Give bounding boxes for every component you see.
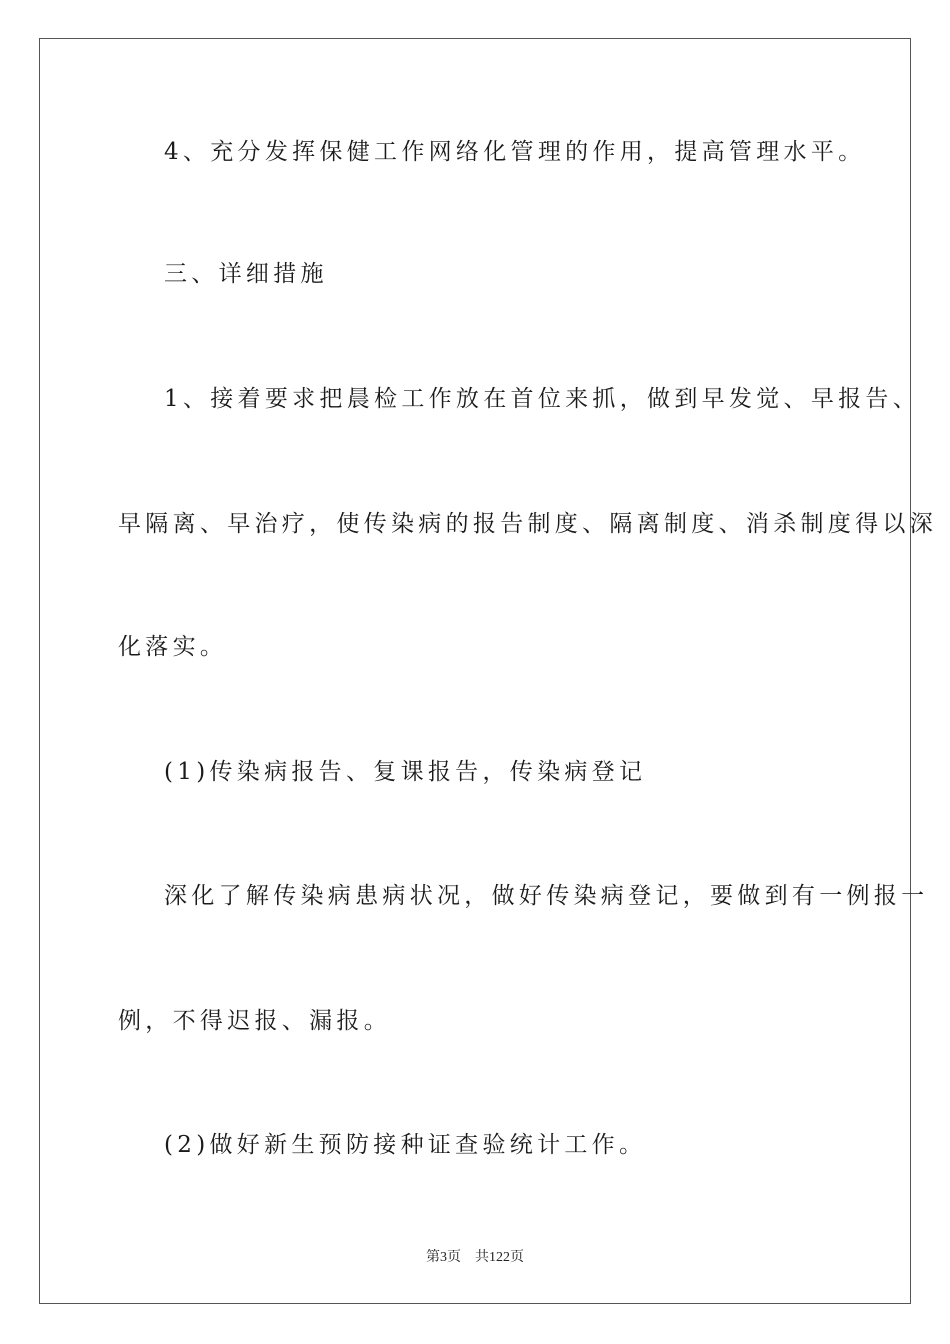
page-border (39, 38, 911, 1304)
page-footer (0, 1246, 950, 1266)
paragraph-1-line-1: 1、接着要求把晨检工作放在首位来抓，做到早发觉、早报告、 (164, 386, 921, 412)
paragraph-1-line-3: 化落实。 (118, 634, 228, 660)
subheading-1: (1)传染病报告、复课报告，传染病登记 (164, 759, 647, 785)
subheading-2: (2)做好新生预防接种证查验统计工作。 (164, 1132, 647, 1158)
paragraph-item-4: 4、充分发挥保健工作网络化管理的作用，提高管理水平。 (164, 139, 866, 165)
page-total: 共122页 (475, 1250, 524, 1265)
paragraph-1-line-2: 早隔离、早治疗，使传染病的报告制度、隔离制度、消杀制度得以深 (118, 511, 937, 537)
section-heading-measures: 三、详细措施 (164, 261, 328, 287)
paragraph-2-line-1: 深化了解传染病患病状况，做好传染病登记，要做到有一例报一 (164, 883, 929, 909)
paragraph-2-line-2: 例，不得迟报、漏报。 (118, 1008, 391, 1034)
page-number: 第3页 (426, 1250, 461, 1265)
